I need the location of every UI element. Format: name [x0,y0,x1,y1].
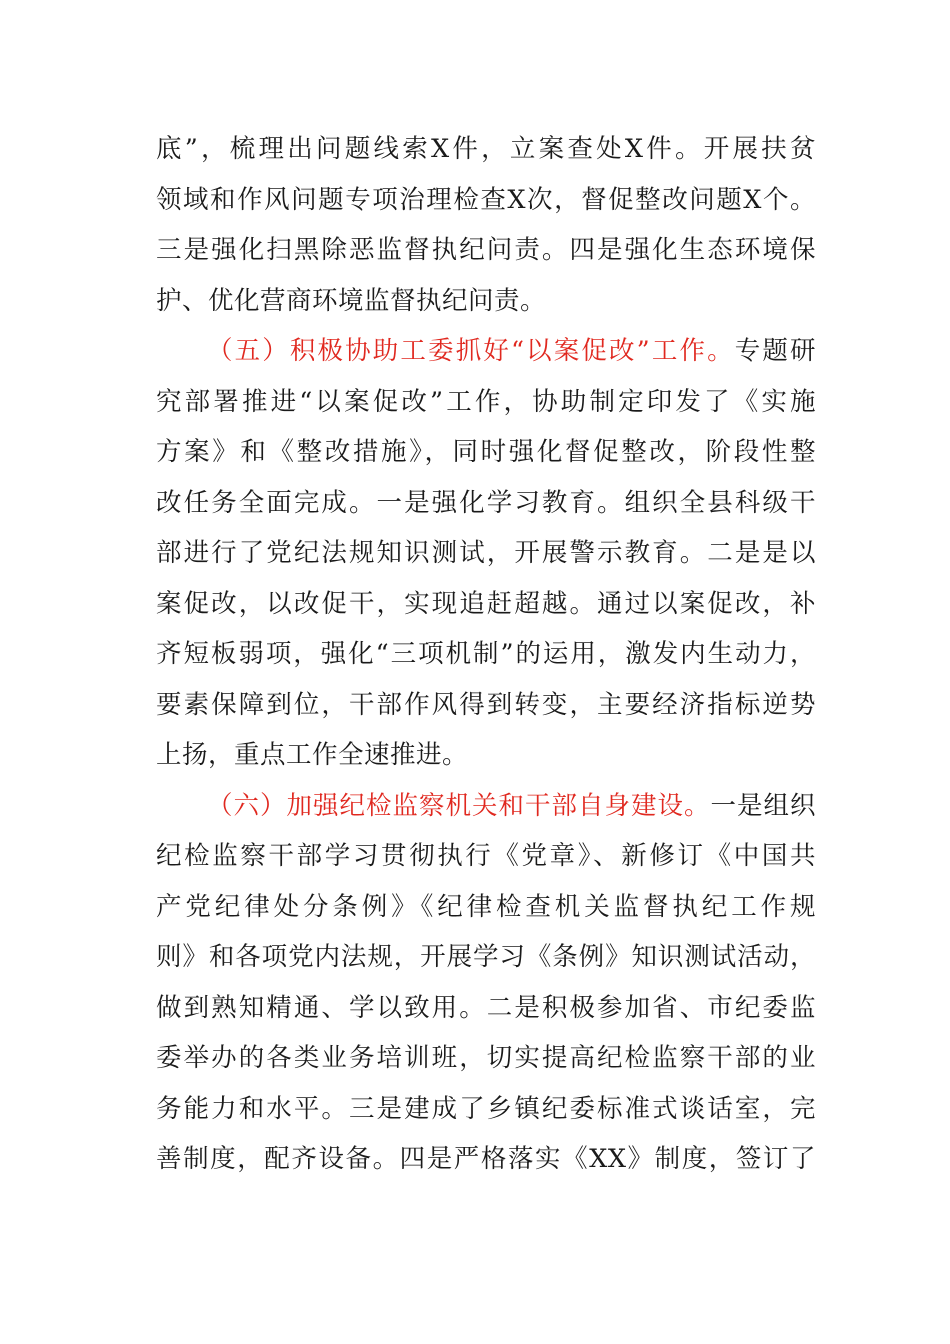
text-line: 齐短板弱项，强化“三项机制”的运用，激发内生动力， [156,639,816,669]
section-5-lead-text: 专题研 [734,336,816,366]
section-5-heading: （五）积极协助工委抓好“以案促改”工作。 [207,336,735,366]
text-line: 方案》和《整改措施》，同时强化督促整改，阶段性整 [156,437,816,467]
section-5-first-line [156,326,816,377]
text-line: 委举办的各类业务培训班，切实提高纪检监察干部的业 [156,1043,816,1073]
document-body [156,124,816,1185]
text-line: 要素保障到位，干部作风得到转变，主要经济指标逆势 [156,689,816,720]
text-line: 改任务全面完成。一是强化学习教育。组织全县科级干 [156,487,816,518]
text-line: 底”，梳理出问题线索X件，立案查处X件。开展扶贫 [156,134,816,164]
text-line: 善制度，配齐设备。四是严格落实《XX》制度，签订了 [156,1144,816,1174]
text-line: 上扬，重点工作全速推进。 [156,740,469,770]
text-line: 做到熟知精通、学以致用。二是积极参加省、市纪委监 [156,992,816,1023]
section-6-lead-text: 一是组织 [710,790,816,821]
section-6-first-line [156,781,816,832]
text-line: 产党纪律处分条例》《纪律检查机关监督执纪工作规 [156,891,816,922]
text-line: 则》和各项党内法规，开展学习《条例》知识测试活动， [156,942,816,972]
text-line: 三是强化扫黑除恶监督执纪问责。四是强化生态环境保 [156,235,816,265]
text-line: 案促改，以改促干，实现追赶超越。通过以案促改，补 [156,588,816,619]
text-line: 部进行了党纪法规知识测试，开展警示教育。二是是以 [156,538,816,568]
text-line: 务能力和水平。三是建成了乡镇纪委标准式谈话室，完 [156,1093,816,1124]
text-line: 领域和作风问题专项治理检查X次，督促整改问题X个。 [156,184,816,215]
text-line: 护、优化营商环境监督执纪问责。 [156,285,547,316]
text-line: 究部署推进“以案促改”工作，协助制定印发了《实施 [156,386,816,417]
section-6-heading: （六）加强纪检监察机关和干部自身建设。 [207,790,711,821]
text-line: 纪检监察干部学习贯彻执行《党章》、新修订《中国共 [156,841,816,871]
